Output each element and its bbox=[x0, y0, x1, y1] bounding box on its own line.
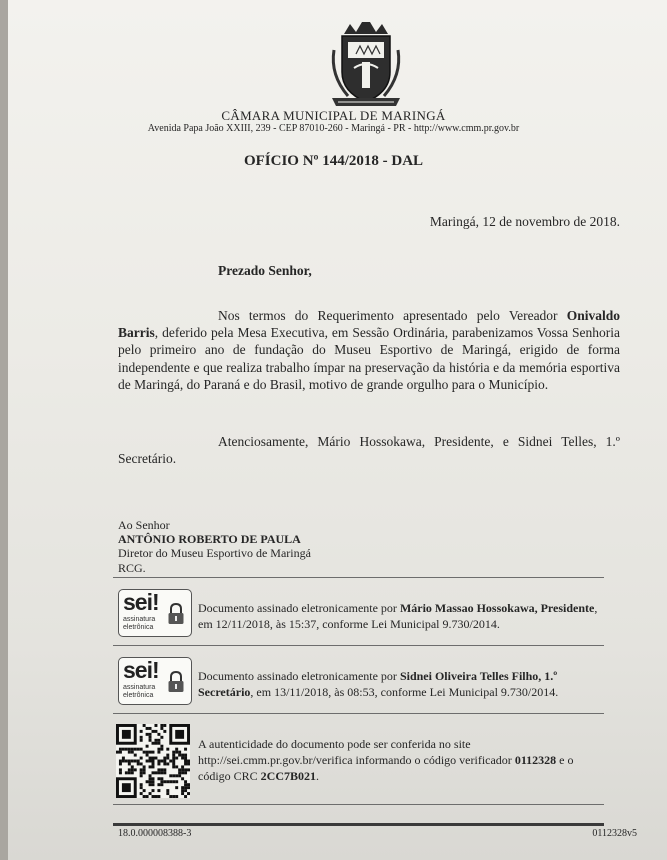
divider bbox=[113, 577, 604, 578]
recipient-name: ANTÔNIO ROBERTO DE PAULA bbox=[118, 532, 301, 547]
sei-seal bbox=[118, 657, 192, 705]
process-number: 18.0.000008388-3 bbox=[118, 828, 192, 839]
organization-address: Avenida Papa João XXIII, 239 - CEP 87010-260 - Maringá - PR - http://www.cmm.pr.gov.br bbox=[147, 123, 520, 134]
divider bbox=[113, 645, 604, 646]
document-title: OFÍCIO Nº 144/2018 - DAL bbox=[243, 153, 424, 169]
lock-icon bbox=[167, 602, 185, 626]
lock-icon bbox=[167, 670, 185, 694]
recipient-prefix: Ao Senhor bbox=[118, 518, 170, 532]
authenticity-text: A autenticidade do documento pode ser conferida no site http://sei.cmm.pr.gov.br/verifica informando o código verificador 0112328 e o código CRC 2CC7B021. bbox=[198, 737, 574, 783]
sei-seal-word: sei! bbox=[123, 589, 159, 615]
recipient-block bbox=[118, 518, 311, 575]
recipient-role: Diretor do Museu Esportivo de Maringá bbox=[118, 546, 311, 561]
sei-seal-subtitle: assinatura eletrônica bbox=[123, 684, 156, 699]
organization-name: CÂMARA MUNICIPAL DE MARINGÁ bbox=[221, 108, 446, 123]
divider bbox=[113, 804, 604, 805]
footer-rule bbox=[113, 823, 604, 826]
closing-paragraph: Atenciosamente, Mário Hossokawa, Presidente, e Sidnei Telles, 1.º Secretário. bbox=[118, 434, 620, 467]
signature-2-signer: Sidnei Oliveira Telles Filho, 1.º Secretário bbox=[198, 669, 558, 699]
recipient-code: RCG. bbox=[118, 560, 146, 575]
body-paragraph bbox=[118, 307, 620, 393]
crc-code: 2CC7B021 bbox=[260, 769, 317, 783]
verifier-code: 0112328 bbox=[514, 753, 557, 767]
sei-seal bbox=[118, 589, 192, 637]
sei-seal-word: sei! bbox=[123, 657, 159, 683]
salutation: Prezado Senhor, bbox=[218, 263, 312, 278]
city-coat-of-arms-icon bbox=[326, 20, 406, 108]
document-date: Maringá, 12 de novembro de 2018. bbox=[429, 214, 620, 229]
body-text-part2: , deferido pela Mesa Executiva, em Sessão Ordinária, parabenizamos Vossa Senhoria pelo primeiro ano de fundação do Museu Esportivo de Maringá, erigido de forma independente e que realiza trabalho ímpar na preservação da história e da memória esportiva de Maringá, do Paraná e do Brasil, motivo de grande orgulho para o Município. bbox=[118, 325, 620, 392]
sei-seal-subtitle: assinatura eletrônica bbox=[123, 616, 156, 631]
qr-code-icon bbox=[116, 724, 190, 798]
document-version: 0112328v5 bbox=[592, 828, 637, 839]
body-text-part1: Nos termos do Requerimento apresentado pelo Vereador bbox=[218, 308, 567, 323]
divider bbox=[113, 713, 604, 714]
body-councilor-name: Onivaldo Barris bbox=[118, 308, 620, 341]
signature-1-signer: Mário Massao Hossokawa, Presidente bbox=[399, 601, 595, 615]
signature-1-text: Documento assinado eletronicamente por Mário Massao Hossokawa, Presidente, em 12/11/2018, às 15:37, conforme Lei Municipal 9.730/2014. bbox=[198, 601, 598, 631]
signature-2-text: Documento assinado eletronicamente por Sidnei Oliveira Telles Filho, 1.º Secretário, em 13/11/2018, às 08:53, conforme Lei Municipal 9.730/2014. bbox=[198, 669, 559, 699]
